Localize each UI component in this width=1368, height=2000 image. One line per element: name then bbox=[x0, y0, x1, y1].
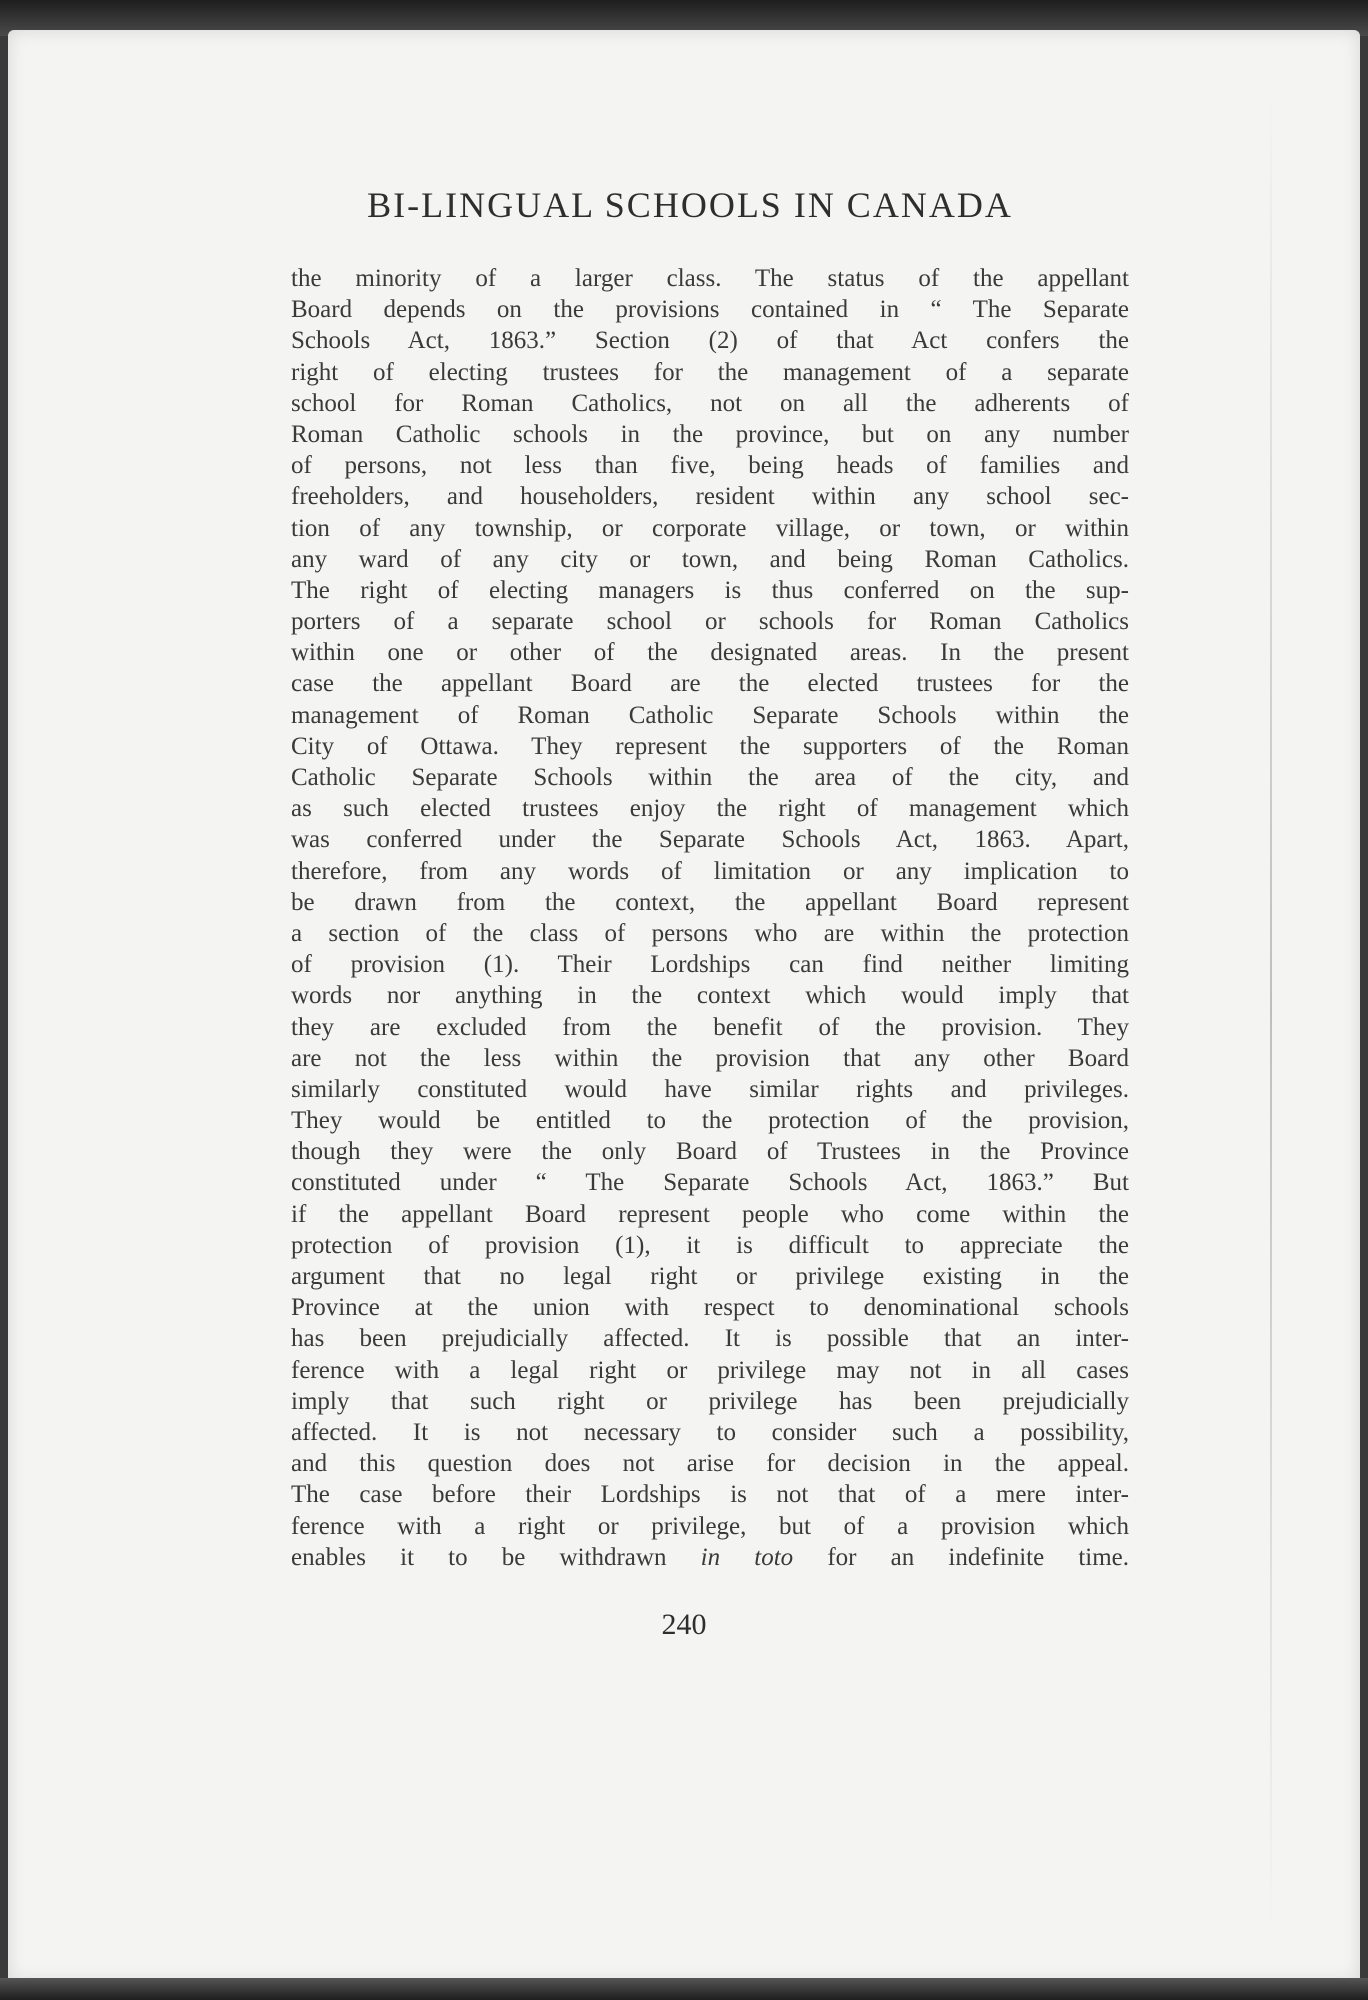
text-line: school for Roman Catholics, not on all the adherents of bbox=[291, 389, 1129, 417]
text-line: case the appellant Board are the elected trustees for the bbox=[291, 670, 1129, 698]
text-line: constituted under “ The Separate Schools Act, 1863.” But bbox=[291, 1169, 1129, 1197]
text-line: right of electing trustees for the management of a separate bbox=[291, 358, 1129, 386]
text-line: words nor anything in the context which would imply that bbox=[291, 982, 1129, 1010]
body-text bbox=[291, 263, 1129, 1573]
text-line: Schools Act, 1863.” Section (2) of that Act confers the bbox=[291, 327, 1129, 355]
text-line: of provision (1). Their Lordships can find neither limiting bbox=[291, 951, 1129, 979]
text-line: The right of electing managers is thus conferred on the sup- bbox=[291, 576, 1129, 604]
text-line: management of Roman Catholic Separate Schools within the bbox=[291, 701, 1129, 729]
text-line: and this question does not arise for decision in the appeal. bbox=[291, 1450, 1129, 1478]
text-line: be drawn from the context, the appellant Board represent bbox=[291, 888, 1129, 916]
text-line: the minority of a larger class. The status of the appellant bbox=[291, 265, 1129, 292]
text-line: has been prejudicially affected. It is possible that an inter- bbox=[291, 1325, 1129, 1353]
text-line: Province at the union with respect to denominational schools bbox=[291, 1294, 1129, 1322]
italic-phrase: in toto bbox=[700, 1543, 794, 1571]
text-line: though they were the only Board of Trustees in the Province bbox=[291, 1138, 1129, 1166]
text-line: as such elected trustees enjoy the right of management which bbox=[291, 795, 1129, 823]
text-line: They would be entitled to the protection of the provision, bbox=[291, 1107, 1129, 1135]
text-line: affected. It is not necessary to consider such a possibility, bbox=[291, 1418, 1129, 1446]
text-line: protection of provision (1), it is difficult to appreciate the bbox=[291, 1231, 1129, 1259]
text-line: City of Ottawa. They represent the supporters of the Roman bbox=[291, 732, 1129, 760]
text-line: tion of any township, or corporate village, or town, or within bbox=[291, 514, 1129, 542]
text-line: was conferred under the Separate Schools Act, 1863. Apart, bbox=[291, 826, 1129, 854]
scan-bottom-border bbox=[0, 1978, 1368, 2000]
page-gutter-shadow bbox=[1270, 90, 1272, 1930]
text-line: ference with a legal right or privilege may not in all cases bbox=[291, 1356, 1129, 1384]
text-line-last bbox=[291, 1542, 1129, 1573]
last-line-start: enables it to be withdrawn bbox=[291, 1543, 667, 1571]
text-line: The case before their Lordships is not that of a mere inter- bbox=[291, 1481, 1129, 1509]
text-line: porters of a separate school or schools for Roman Catholics bbox=[291, 608, 1129, 636]
last-line-end: for an indefinite time. bbox=[827, 1543, 1130, 1571]
text-line: imply that such right or privilege has been prejudicially bbox=[291, 1387, 1129, 1415]
text-line: Catholic Separate Schools within the area of the city, and bbox=[291, 764, 1129, 791]
running-head: BI-LINGUAL SCHOOLS IN CANADA bbox=[367, 185, 1013, 225]
text-line: any ward of any city or town, and being Roman Catholics. bbox=[291, 545, 1129, 573]
text-line: are not the less within the provision that any other Board bbox=[291, 1044, 1129, 1072]
text-line: Roman Catholic schools in the province, but on any number bbox=[291, 420, 1129, 448]
page-number: 240 bbox=[661, 1608, 707, 1641]
text-line: of persons, not less than five, being heads of families and bbox=[291, 452, 1129, 480]
text-line: therefore, from any words of limitation or any implication to bbox=[291, 857, 1129, 885]
text-line: similarly constituted would have similar rights and privileges. bbox=[291, 1075, 1129, 1103]
text-line: ference with a right or privilege, but of a provision which bbox=[291, 1512, 1129, 1540]
text-line: freeholders, and householders, resident within any school sec- bbox=[291, 483, 1129, 511]
text-line: within one or other of the designated areas. In the present bbox=[291, 639, 1129, 667]
text-line: a section of the class of persons who are within the protection bbox=[291, 919, 1129, 947]
text-line: Board depends on the provisions contained in “ The Separate bbox=[291, 296, 1129, 324]
text-line: if the appellant Board represent people who come within the bbox=[291, 1200, 1129, 1228]
text-line: argument that no legal right or privilege existing in the bbox=[291, 1263, 1129, 1290]
text-line: they are excluded from the benefit of the provision. They bbox=[291, 1013, 1129, 1041]
